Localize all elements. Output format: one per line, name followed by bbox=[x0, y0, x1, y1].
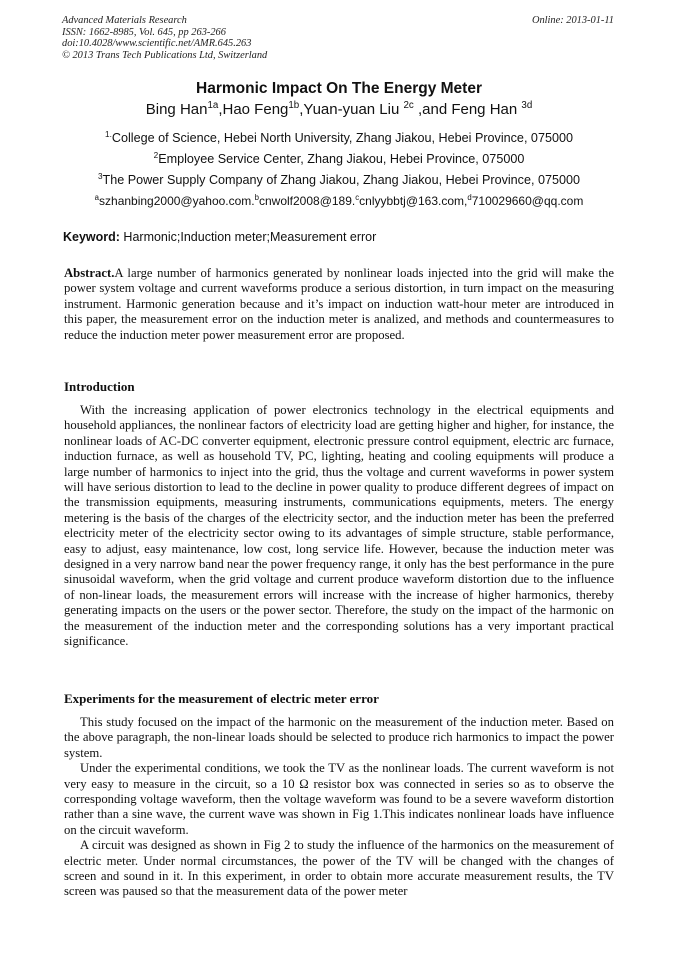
journal-name: Advanced Materials Research bbox=[62, 15, 187, 26]
author-sup: 1a bbox=[207, 100, 219, 111]
paragraph: This study focused on the impact of the harmonic on the measurement of the induction meter. Based on the above paragraph, the non-linear loads should be selected to produce rich harmonics to impact the power system. bbox=[64, 715, 614, 760]
author-name: and Feng Han bbox=[422, 101, 522, 118]
email-sup: d bbox=[467, 193, 472, 202]
author-sup: 2c bbox=[403, 100, 414, 111]
experiments-body bbox=[64, 715, 614, 900]
paper-title: Harmonic Impact On The Energy Meter bbox=[196, 80, 482, 97]
author-name: Bing Han bbox=[145, 101, 208, 118]
copyright-line: © 2013 Trans Tech Publications Ltd, Switzerland bbox=[62, 49, 268, 61]
introduction-body bbox=[64, 403, 614, 650]
section-heading-experiments: Experiments for the measurement of electric meter error bbox=[64, 691, 379, 706]
section-heading-introduction: Introduction bbox=[64, 379, 135, 394]
keyword-text: Harmonic;Induction meter;Measurement error bbox=[119, 230, 377, 244]
doi-line: doi:10.4028/www.scientific.net/AMR.645.263 bbox=[62, 38, 252, 50]
keyword-label: Keyword: bbox=[63, 230, 120, 244]
email-list bbox=[0, 194, 678, 208]
email-address[interactable]: cnlyybbtj@163.com, bbox=[359, 194, 468, 208]
affiliation-text: The Power Supply Company of Zhang Jiakou, Zhang Jiakou, Hebei Province, 075000 bbox=[102, 173, 580, 187]
affiliation-sup: 2 bbox=[153, 150, 159, 160]
author-sup: 3d bbox=[521, 100, 533, 111]
online-date: Online: 2013-01-11 bbox=[531, 15, 614, 26]
abstract-text: A large number of harmonics generated by nonlinear loads injected into the grid will make the power system voltage and current waveforms produce a serious distortion, in turn impact on the measuring instrument. Harmonic generation because and it’s impact on induction watt-hour meter are introduced in this paper, the measurement error on the induction meter is analized, and methods and countermeasures to reduce the induction meter power measurement error are proposed. bbox=[64, 266, 614, 342]
affiliation-text: College of Science, Hebei North University, Zhang Jiakou, Hebei Province, 075000 bbox=[111, 131, 573, 145]
affiliation bbox=[0, 173, 678, 187]
author-separator: , bbox=[413, 101, 423, 118]
email-address[interactable]: szhanbing2000@yahoo.com. bbox=[99, 194, 255, 208]
author-list bbox=[0, 101, 678, 118]
author-separator: , bbox=[218, 101, 223, 118]
issn-line: ISSN: 1662-8985, Vol. 645, pp 263-266 bbox=[62, 26, 226, 38]
author-sup: 1b bbox=[288, 100, 300, 111]
email-sup: c bbox=[355, 193, 360, 202]
keyword-line bbox=[63, 230, 376, 244]
affiliation-text: Employee Service Center, Zhang Jiakou, Hebei Province, 075000 bbox=[158, 152, 525, 166]
email-sup: b bbox=[254, 193, 259, 202]
email-address[interactable]: cnwolf2008@189. bbox=[258, 194, 356, 208]
affiliation-sup: 3 bbox=[97, 171, 103, 181]
paragraph: With the increasing application of power electronics technology in the electrical equipments and household appliances, the nonlinear factors of electricity load are getting higher and higher, for instance, the nonlinear loads of AC-DC converter equipment, electronic pressure control equipment, electric arc furnace, induction furnace, as well as household TV, PC, lighting, heating and cooling equipments will produce a large number of harmonics to inject into the grid, thus the voltage and current waveforms in power system will have serious distortion to lead to the decline in power quality to produce different degrees of impact on the transmission equipments, measuring instruments, communications equipments, meters. The energy metering is the basis of the charges of the electricity sector, and the induction meter has been the preferred electricity meter of the electricity sector owing to its advantages of simple structure, stable performance, easy to adjust, easy maintenance, low cost, long service life. However, because the induction meter was designed in a very narrow band near the power frequency range, it only has the best performance in the pure sinusoidal waveform, when the grid voltage and current produce waveform distortion due to the influence of non-linear loads, the measurement errors will increase with the increase of higher harmonics, thereby generating impacts on the users or the power sector. Therefore, the study on the impact of the harmonic on the measurement of the induction meter and the corresponding solutions has a very important practical significance. bbox=[64, 403, 614, 649]
affiliation bbox=[0, 131, 678, 145]
paragraph: A circuit was designed as shown in Fig 2 to study the influence of the harmonics on the measurement of electric meter. Under normal circumstances, the power of the TV will be changed with the changes of screen and sound in it. In this experiment, in order to obtain more accurate measurement results, the TV screen was paused so that the measurement data of the power meter bbox=[64, 838, 614, 899]
abstract bbox=[64, 266, 614, 343]
affiliation-sup: 1. bbox=[105, 129, 112, 139]
journal-header bbox=[62, 15, 618, 61]
email-sup: a bbox=[94, 193, 100, 202]
author-name: Hao Feng bbox=[222, 101, 289, 118]
author-separator: , bbox=[299, 101, 304, 118]
affiliation bbox=[0, 152, 678, 166]
email-address[interactable]: 710029660@qq.com bbox=[471, 194, 584, 208]
abstract-label: Abstract. bbox=[64, 266, 115, 280]
paragraph: Under the experimental conditions, we took the TV as the nonlinear loads. The current waveform is not very easy to measure in the circuit, so a 10 Ω resistor box was connected in series so as to observe the corresponding voltage waveform, then the voltage waveform was found to be a severe waveform distortion rather than a sine wave, the current wave was shown in Fig 1.This indicates nonlinear loads have influence on the circuit waveform. bbox=[64, 761, 614, 837]
author-name: Yuan-yuan Liu bbox=[303, 101, 404, 118]
